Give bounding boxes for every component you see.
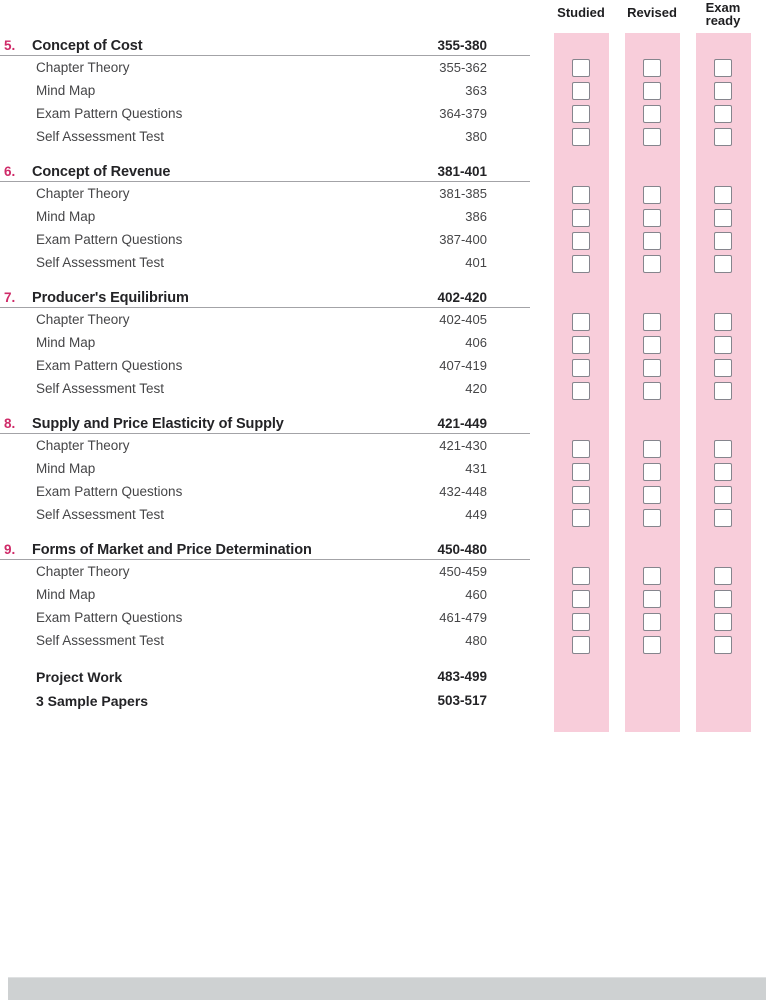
chapter-section: [0, 539, 530, 652]
checkbox-studied-ch9-item3[interactable]: [572, 613, 590, 631]
checkbox-exam-ready-ch6-item3[interactable]: [714, 232, 732, 250]
toc-item-pages: 450-459: [439, 564, 487, 579]
checkbox-revised-ch7-item2[interactable]: [643, 336, 661, 354]
toc-item-pages: 355-362: [439, 60, 487, 75]
checkbox-studied-ch5-item1[interactable]: [572, 59, 590, 77]
toc-item-row: [0, 377, 530, 400]
checkbox-revised-ch5-item2[interactable]: [643, 82, 661, 100]
checkbox-studied-ch7-item3[interactable]: [572, 359, 590, 377]
checkbox-revised-ch9-item1[interactable]: [643, 567, 661, 585]
checkbox-exam-ready-ch7-item1[interactable]: [714, 313, 732, 331]
toc-item-row: [0, 583, 530, 606]
chapter-list: [0, 35, 530, 652]
chapter-section: [0, 287, 530, 400]
chapter-section: [0, 161, 530, 274]
toc-item-row: [0, 205, 530, 228]
checkbox-studied-ch7-item1[interactable]: [572, 313, 590, 331]
extra-pages: 483-499: [437, 669, 487, 684]
chapter-number: 9.: [4, 542, 16, 557]
checkbox-revised-ch5-item3[interactable]: [643, 105, 661, 123]
toc-item-label: Exam Pattern Questions: [36, 358, 183, 373]
checkbox-studied-ch6-item3[interactable]: [572, 232, 590, 250]
checkbox-exam-ready-ch8-item3[interactable]: [714, 486, 732, 504]
extras-section: [0, 665, 530, 713]
checkbox-exam-ready-ch8-item1[interactable]: [714, 440, 732, 458]
extra-pages: 503-517: [437, 693, 487, 708]
toc-item-pages: 461-479: [439, 610, 487, 625]
checkbox-revised-ch6-item1[interactable]: [643, 186, 661, 204]
checkbox-group-chapter-5: [714, 59, 732, 151]
chapter-header-row: [0, 413, 530, 434]
toc-item-label: Exam Pattern Questions: [36, 106, 183, 121]
chapter-number: 5.: [4, 38, 16, 53]
checkbox-studied-ch8-item1[interactable]: [572, 440, 590, 458]
chapter-number: 7.: [4, 290, 16, 305]
toc-item-row: [0, 480, 530, 503]
checkbox-exam-ready-ch6-item2[interactable]: [714, 209, 732, 227]
checkbox-group-chapter-6: [572, 186, 590, 278]
toc-item-label: Self Assessment Test: [36, 255, 165, 270]
toc-item-row: [0, 251, 530, 274]
chapter-number: 8.: [4, 416, 16, 431]
toc-item-row: [0, 102, 530, 125]
checkbox-exam-ready-ch6-item1[interactable]: [714, 186, 732, 204]
checkbox-revised-ch8-item3[interactable]: [643, 486, 661, 504]
chapter-pages: 381-401: [437, 164, 487, 179]
toc-item-row: [0, 228, 530, 251]
checkbox-revised-ch5-item1[interactable]: [643, 59, 661, 77]
checkbox-group-chapter-9: [714, 567, 732, 659]
toc-item-row: [0, 354, 530, 377]
toc-item-pages: 364-379: [439, 106, 487, 121]
chapter-pages: 450-480: [437, 542, 487, 557]
footer-bar: [8, 977, 766, 1000]
checkbox-exam-ready-ch7-item2[interactable]: [714, 336, 732, 354]
toc-item-pages: 449: [465, 507, 487, 522]
toc-item-label: Self Assessment Test: [36, 633, 165, 648]
exam-ready-column: [696, 33, 751, 732]
checkbox-studied-ch7-item4[interactable]: [572, 382, 590, 400]
checkbox-exam-ready-ch7-item4[interactable]: [714, 382, 732, 400]
column-header-studied: Studied: [557, 5, 605, 20]
checkbox-exam-ready-ch5-item3[interactable]: [714, 105, 732, 123]
checkbox-exam-ready-ch9-item2[interactable]: [714, 590, 732, 608]
extra-row-project-work: [0, 665, 530, 689]
chapter-header-row: [0, 287, 530, 308]
extra-title: 3 Sample Papers: [36, 693, 149, 709]
toc-item-row: [0, 56, 530, 79]
chapter-section: [0, 35, 530, 148]
toc-item-label: Exam Pattern Questions: [36, 232, 183, 247]
chapter-pages: 355-380: [437, 38, 487, 53]
toc-item-row: [0, 434, 530, 457]
studied-column: [554, 33, 609, 732]
checkbox-studied-ch6-item2[interactable]: [572, 209, 590, 227]
checkbox-group-chapter-7: [714, 313, 732, 405]
checkbox-studied-ch9-item1[interactable]: [572, 567, 590, 585]
toc-item-pages: 363: [465, 83, 487, 98]
toc-item-row: [0, 560, 530, 583]
checkbox-revised-ch6-item2[interactable]: [643, 209, 661, 227]
toc-item-label: Exam Pattern Questions: [36, 610, 183, 625]
toc-item-pages: 401: [465, 255, 487, 270]
checkbox-exam-ready-ch6-item4[interactable]: [714, 255, 732, 273]
toc-item-row: [0, 79, 530, 102]
chapter-header-row: [0, 539, 530, 560]
toc-item-label: Chapter Theory: [36, 60, 130, 75]
checkbox-revised-ch9-item4[interactable]: [643, 636, 661, 654]
toc-item-label: Chapter Theory: [36, 438, 130, 453]
toc-item-label: Chapter Theory: [36, 312, 130, 327]
checkbox-revised-ch7-item3[interactable]: [643, 359, 661, 377]
checkbox-exam-ready-ch9-item1[interactable]: [714, 567, 732, 585]
chapter-title: Supply and Price Elasticity of Supply: [32, 416, 284, 432]
toc-item-pages: 432-448: [439, 484, 487, 499]
checkbox-exam-ready-ch8-item2[interactable]: [714, 463, 732, 481]
toc-item-row: [0, 503, 530, 526]
checkbox-studied-ch7-item2[interactable]: [572, 336, 590, 354]
checkbox-studied-ch6-item1[interactable]: [572, 186, 590, 204]
toc-item-row: [0, 182, 530, 205]
toc-item-pages: 460: [465, 587, 487, 602]
checkbox-revised-ch7-item1[interactable]: [643, 313, 661, 331]
checkbox-group-chapter-7: [643, 313, 661, 405]
toc-item-row: [0, 308, 530, 331]
checkbox-revised-ch8-item4[interactable]: [643, 509, 661, 527]
chapter-title: Concept of Revenue: [32, 164, 171, 180]
column-header-exam-ready: Exam ready: [705, 0, 741, 28]
toc-item-label: Mind Map: [36, 209, 96, 224]
toc-item-row: [0, 629, 530, 652]
toc-item-label: Exam Pattern Questions: [36, 484, 183, 499]
toc-item-label: Mind Map: [36, 461, 96, 476]
checkbox-exam-ready-ch7-item3[interactable]: [714, 359, 732, 377]
chapter-header-row: [0, 161, 530, 182]
checkbox-group-chapter-9: [643, 567, 661, 659]
chapter-number: 6.: [4, 164, 16, 179]
chapter-title: Producer's Equilibrium: [32, 290, 189, 306]
toc-item-pages: 386: [465, 209, 487, 224]
checkbox-revised-ch6-item4[interactable]: [643, 255, 661, 273]
checkbox-revised-ch8-item2[interactable]: [643, 463, 661, 481]
toc-item-row: [0, 606, 530, 629]
extra-row-sample-papers: [0, 689, 530, 713]
toc-item-label: Chapter Theory: [36, 186, 130, 201]
checkbox-group-chapter-8: [572, 440, 590, 532]
checkbox-studied-ch8-item4[interactable]: [572, 509, 590, 527]
checkbox-revised-ch5-item4[interactable]: [643, 128, 661, 146]
checkbox-revised-ch9-item2[interactable]: [643, 590, 661, 608]
checkbox-exam-ready-ch5-item4[interactable]: [714, 128, 732, 146]
chapter-title: Forms of Market and Price Determination: [32, 542, 312, 558]
toc-item-label: Mind Map: [36, 587, 96, 602]
checkbox-group-chapter-8: [643, 440, 661, 532]
checkbox-exam-ready-ch5-item2[interactable]: [714, 82, 732, 100]
checkbox-revised-ch6-item3[interactable]: [643, 232, 661, 250]
toc-item-pages: 387-400: [439, 232, 487, 247]
revised-column: [625, 33, 680, 732]
checkbox-group-chapter-6: [714, 186, 732, 278]
checkbox-group-chapter-7: [572, 313, 590, 405]
checkbox-exam-ready-ch9-item4[interactable]: [714, 636, 732, 654]
toc-item-pages: 407-419: [439, 358, 487, 373]
toc-item-pages: 381-385: [439, 186, 487, 201]
column-header-revised: Revised: [627, 5, 677, 20]
checkbox-group-chapter-9: [572, 567, 590, 659]
extra-title: Project Work: [36, 669, 123, 685]
checkbox-revised-ch8-item1[interactable]: [643, 440, 661, 458]
chapter-pages: 421-449: [437, 416, 487, 431]
checkbox-studied-ch5-item3[interactable]: [572, 105, 590, 123]
toc-item-label: Mind Map: [36, 83, 96, 98]
toc-item-label: Mind Map: [36, 335, 96, 350]
checkbox-exam-ready-ch8-item4[interactable]: [714, 509, 732, 527]
checkbox-exam-ready-ch5-item1[interactable]: [714, 59, 732, 77]
checkbox-studied-ch6-item4[interactable]: [572, 255, 590, 273]
toc-item-pages: 421-430: [439, 438, 487, 453]
toc-item-row: [0, 125, 530, 148]
toc-item-pages: 431: [465, 461, 487, 476]
checkbox-studied-ch8-item2[interactable]: [572, 463, 590, 481]
chapter-title: Concept of Cost: [32, 38, 143, 54]
checkbox-group-chapter-6: [643, 186, 661, 278]
toc-item-label: Self Assessment Test: [36, 507, 165, 522]
toc-item-pages: 380: [465, 129, 487, 144]
checkbox-revised-ch9-item3[interactable]: [643, 613, 661, 631]
chapter-pages: 402-420: [437, 290, 487, 305]
toc-item-label: Self Assessment Test: [36, 129, 165, 144]
checkbox-group-chapter-5: [572, 59, 590, 151]
checkbox-exam-ready-ch9-item3[interactable]: [714, 613, 732, 631]
toc-item-row: [0, 331, 530, 354]
table-of-contents: [0, 35, 530, 713]
toc-item-pages: 480: [465, 633, 487, 648]
checkbox-group-chapter-5: [643, 59, 661, 151]
checkbox-studied-ch9-item2[interactable]: [572, 590, 590, 608]
checkbox-group-chapter-8: [714, 440, 732, 532]
toc-item-row: [0, 457, 530, 480]
checkbox-revised-ch7-item4[interactable]: [643, 382, 661, 400]
toc-item-label: Chapter Theory: [36, 564, 130, 579]
checkbox-studied-ch5-item4[interactable]: [572, 128, 590, 146]
toc-item-pages: 420: [465, 381, 487, 396]
chapter-header-row: [0, 35, 530, 56]
toc-item-pages: 402-405: [439, 312, 487, 327]
toc-item-label: Self Assessment Test: [36, 381, 165, 396]
chapter-section: [0, 413, 530, 526]
toc-item-pages: 406: [465, 335, 487, 350]
checkbox-studied-ch9-item4[interactable]: [572, 636, 590, 654]
checkbox-studied-ch5-item2[interactable]: [572, 82, 590, 100]
checkbox-studied-ch8-item3[interactable]: [572, 486, 590, 504]
